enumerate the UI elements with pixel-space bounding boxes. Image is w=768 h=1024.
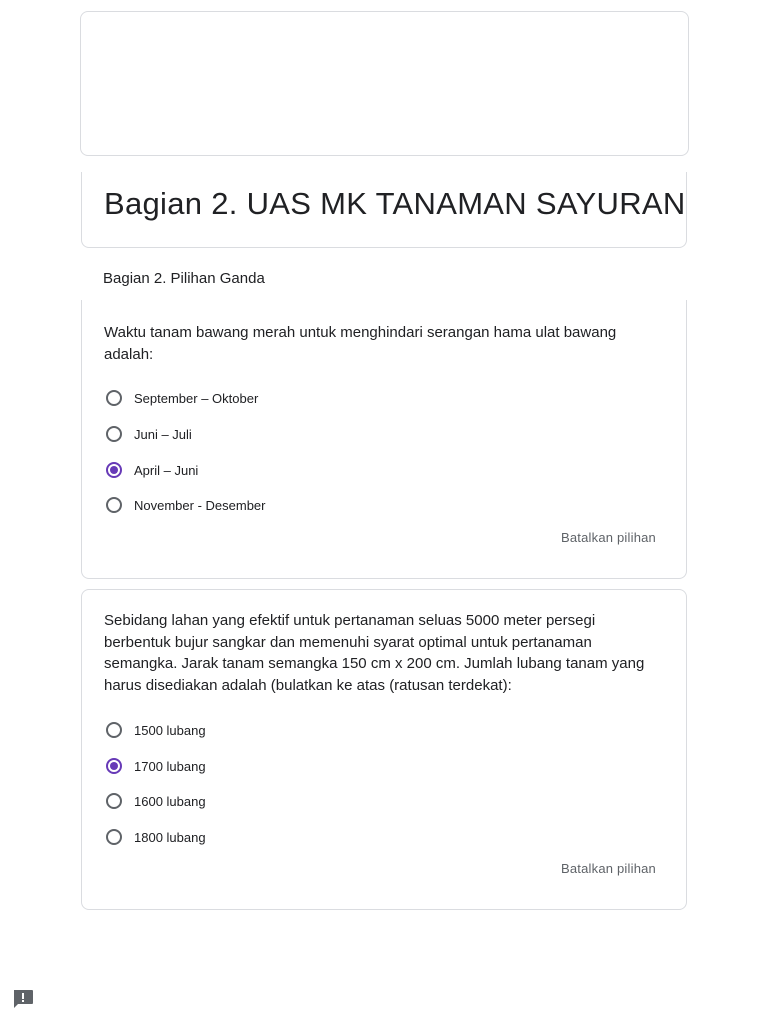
radio-button[interactable] xyxy=(106,390,122,406)
option-label: September – Oktober xyxy=(134,390,259,406)
option-label: 1700 lubang xyxy=(134,758,206,774)
page-title: Bagian 2. UAS MK TANAMAN SAYURAN xyxy=(104,186,686,221)
title-card xyxy=(81,172,687,248)
section-header: Bagian 2. Pilihan Ganda xyxy=(103,270,265,287)
radio-option[interactable] xyxy=(104,386,258,410)
radio-button-selected[interactable] xyxy=(106,462,122,478)
radio-button-selected[interactable] xyxy=(106,758,122,774)
radio-button[interactable] xyxy=(106,426,122,442)
option-label: 1800 lubang xyxy=(134,829,206,845)
clear-selection-button[interactable]: Batalkan pilihan xyxy=(561,530,656,545)
radio-button[interactable] xyxy=(106,722,122,738)
radio-option[interactable] xyxy=(104,825,206,849)
radio-option[interactable] xyxy=(104,789,206,813)
clear-selection-button[interactable]: Batalkan pilihan xyxy=(561,861,656,876)
radio-option[interactable] xyxy=(104,422,192,446)
question-text: Sebidang lahan yang efektif untuk pertanaman seluas 5000 meter persegi berbentuk bujur sangkar dan memenuhi syarat optimal untuk pertanaman semangka. Jarak tanam semangka 150 cm x 200 cm. Jumlah lubang tanam yang harus disediakan adalah (bulatkan ke atas (ratusan terdekat): xyxy=(104,612,645,694)
question-text: Waktu tanam bawang merah untuk menghindari serangan hama ulat bawang adalah: xyxy=(104,324,617,363)
header-banner-card xyxy=(80,11,689,156)
option-label: Juni – Juli xyxy=(134,426,192,442)
radio-option[interactable] xyxy=(104,458,198,482)
option-label: 1500 lubang xyxy=(134,722,206,738)
report-problem-icon[interactable] xyxy=(12,989,34,1009)
option-label: November - Desember xyxy=(134,497,266,513)
radio-button[interactable] xyxy=(106,829,122,845)
option-label: 1600 lubang xyxy=(134,793,206,809)
radio-option[interactable] xyxy=(104,718,206,742)
question-card-2 xyxy=(81,589,687,910)
radio-button[interactable] xyxy=(106,497,122,513)
radio-button[interactable] xyxy=(106,793,122,809)
radio-option[interactable] xyxy=(104,493,266,517)
question-card-1 xyxy=(81,300,687,579)
option-label: April – Juni xyxy=(134,462,199,478)
radio-option[interactable] xyxy=(104,754,206,778)
